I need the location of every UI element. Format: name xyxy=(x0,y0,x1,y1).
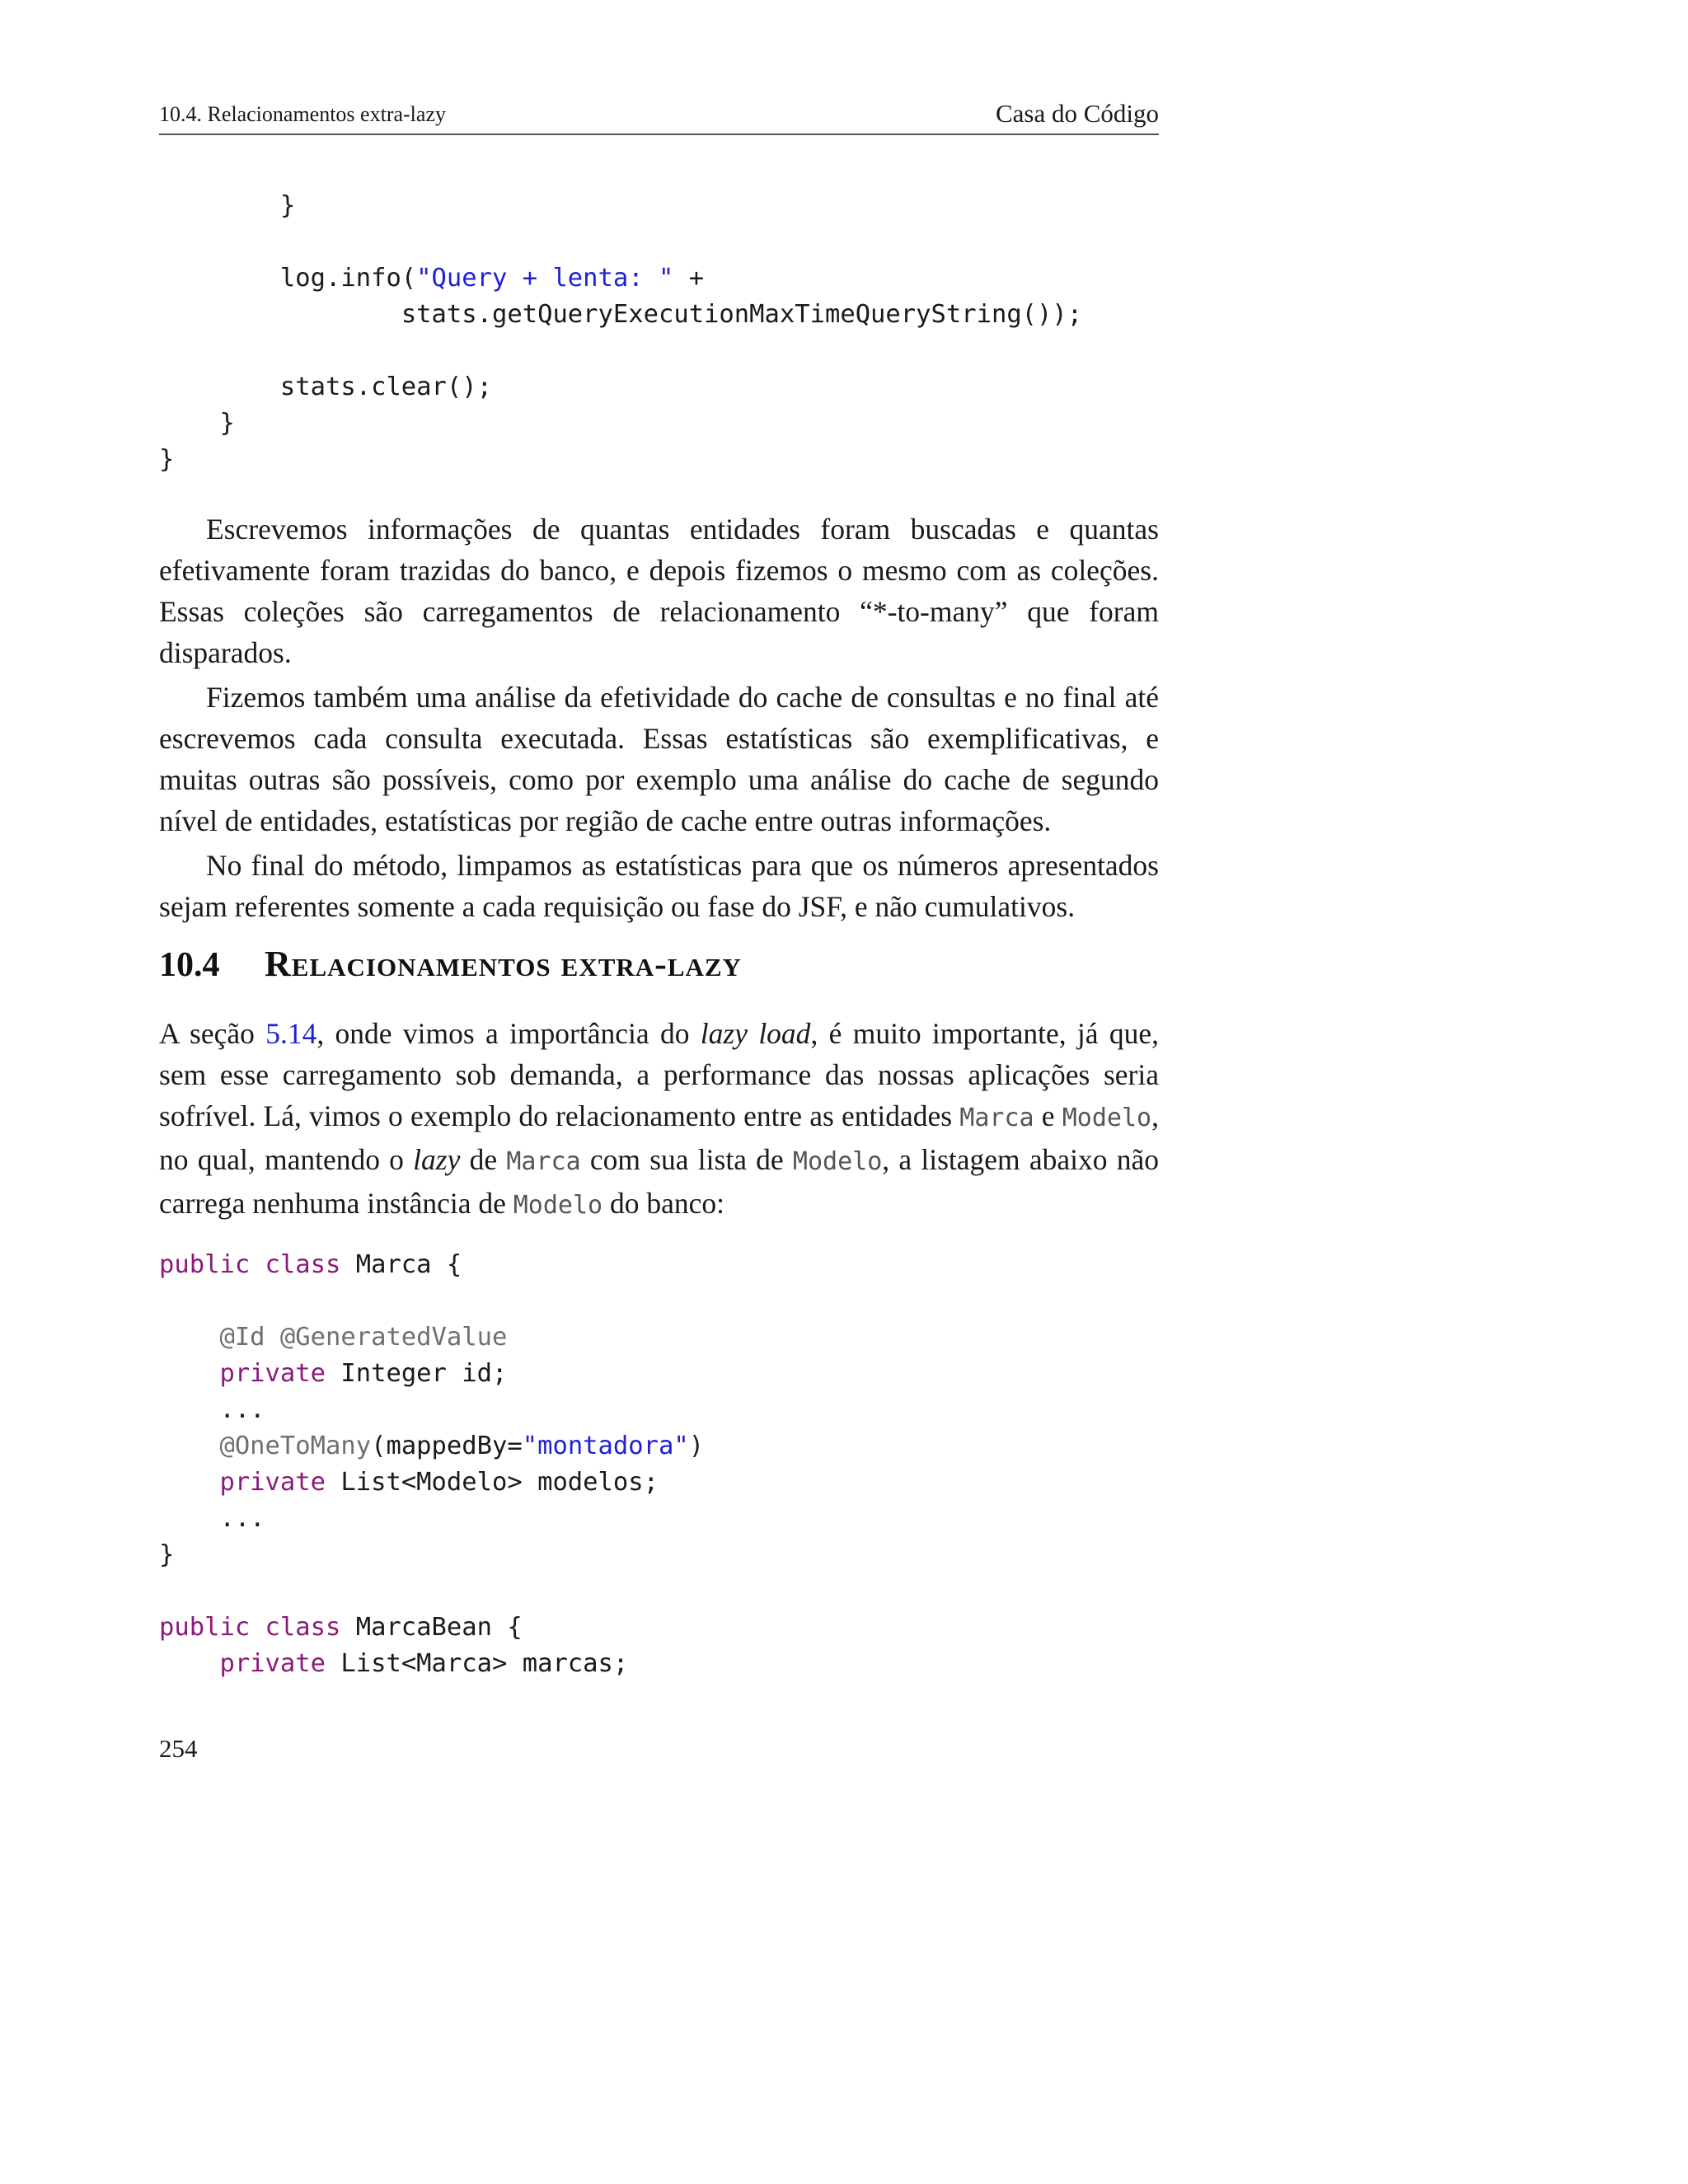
code-keyword: private xyxy=(219,1649,326,1678)
code-field-decl: List<Marca> marcas; xyxy=(326,1649,629,1678)
code-block-marca: public class Marca { @Id @GeneratedValue private Integer id; ... @OneToMany(mappedBy="montadora") private List<Modelo> modelos; ... } public class MarcaBean { private List<Marca> marcas; xyxy=(159,1250,705,1678)
code-brace: } xyxy=(279,191,296,220)
code-block-stats xyxy=(159,188,1082,478)
paragraph: No final do método, limpamos as estatísticas para que os números apresentados sejam referentes somente a cada requisição ou fase do JSF, e não cumulativos. xyxy=(159,849,1159,923)
code-keyword: private xyxy=(219,1468,326,1497)
inline-code: Marca xyxy=(506,1147,581,1176)
emphasis: lazy xyxy=(413,1143,461,1176)
code-log-suffix: + xyxy=(673,264,705,293)
paragraph: Fizemos também uma análise da efetividade do cache de consultas e no final até escrevemos cada consulta executada. Essas estatísticas são exemplificativas, e muitas outras são possíveis, como por exemplo uma análise do cache de segundo nível de entidades, estatísticas por região de cache entre outras informações. xyxy=(159,681,1159,837)
code-string-literal: "Query + lenta: " xyxy=(416,264,674,293)
inline-code: Marca xyxy=(959,1104,1034,1132)
code-keyword: private xyxy=(219,1359,326,1388)
code-field-decl: List<Modelo> modelos; xyxy=(326,1468,659,1497)
page-number: 254 xyxy=(159,1734,198,1763)
code-annotation: @Id @GeneratedValue xyxy=(219,1323,508,1352)
code-keyword: public class xyxy=(159,1613,341,1642)
inline-code: Modelo xyxy=(792,1147,883,1176)
code-log-call: log.info( xyxy=(279,264,417,293)
section-reference-link[interactable]: 5.14 xyxy=(265,1017,317,1050)
emphasis: lazy load xyxy=(700,1017,811,1050)
code-stats-clear: stats.clear(); xyxy=(279,373,492,401)
body-text-lower xyxy=(159,1013,1159,1230)
section-title: Relacionamentos extra-lazy xyxy=(265,944,742,984)
code-stats-get: stats.getQueryExecutionMaxTimeQueryString()); xyxy=(401,300,1083,329)
code-field-decl: Integer id; xyxy=(326,1359,508,1388)
inline-code: Modelo xyxy=(513,1191,603,1220)
section-heading xyxy=(159,940,1159,990)
running-header xyxy=(159,97,1159,135)
header-book-title: Casa do Código xyxy=(995,99,1159,128)
code-annotation: @OneToMany xyxy=(219,1432,372,1460)
header-section-title: 10.4. Relacionamentos extra-lazy xyxy=(159,102,446,126)
paragraph: A seção 5.14, onde vimos a importância do lazy load, é muito importante, já que, sem esse carregamento sob demanda, a performance das nossas aplicações seria sofrível. Lá, vimos o exemplo do relacionamento entre as entidades Marca e Modelo, no qual, mantendo o lazy de Marca com sua lista de Modelo, a listagem abaixo não carrega nenhuma instância de Modelo do banco: xyxy=(159,1017,1160,1220)
code-ellipsis: ... xyxy=(219,1395,265,1424)
code-brace: } xyxy=(159,1540,175,1569)
code-ellipsis: ... xyxy=(219,1504,265,1533)
paragraph: Escrevemos informações de quantas entidades foram buscadas e quantas efetivamente foram trazidas do banco, e depois fizemos o mesmo com as coleções. Essas coleções são carregamentos de relacionamento “*-to-many” que foram disparados. xyxy=(159,513,1159,669)
code-brace: } xyxy=(219,409,235,438)
code-keyword: public class xyxy=(159,1250,341,1279)
section-number: 10.4 xyxy=(159,946,220,984)
code-class-decl: MarcaBean { xyxy=(340,1613,523,1642)
code-string-literal: "montadora" xyxy=(522,1432,689,1460)
code-brace: } xyxy=(159,445,175,474)
body-text-upper xyxy=(159,509,1159,930)
inline-code: Modelo xyxy=(1062,1104,1152,1132)
code-class-decl: Marca { xyxy=(340,1250,462,1279)
